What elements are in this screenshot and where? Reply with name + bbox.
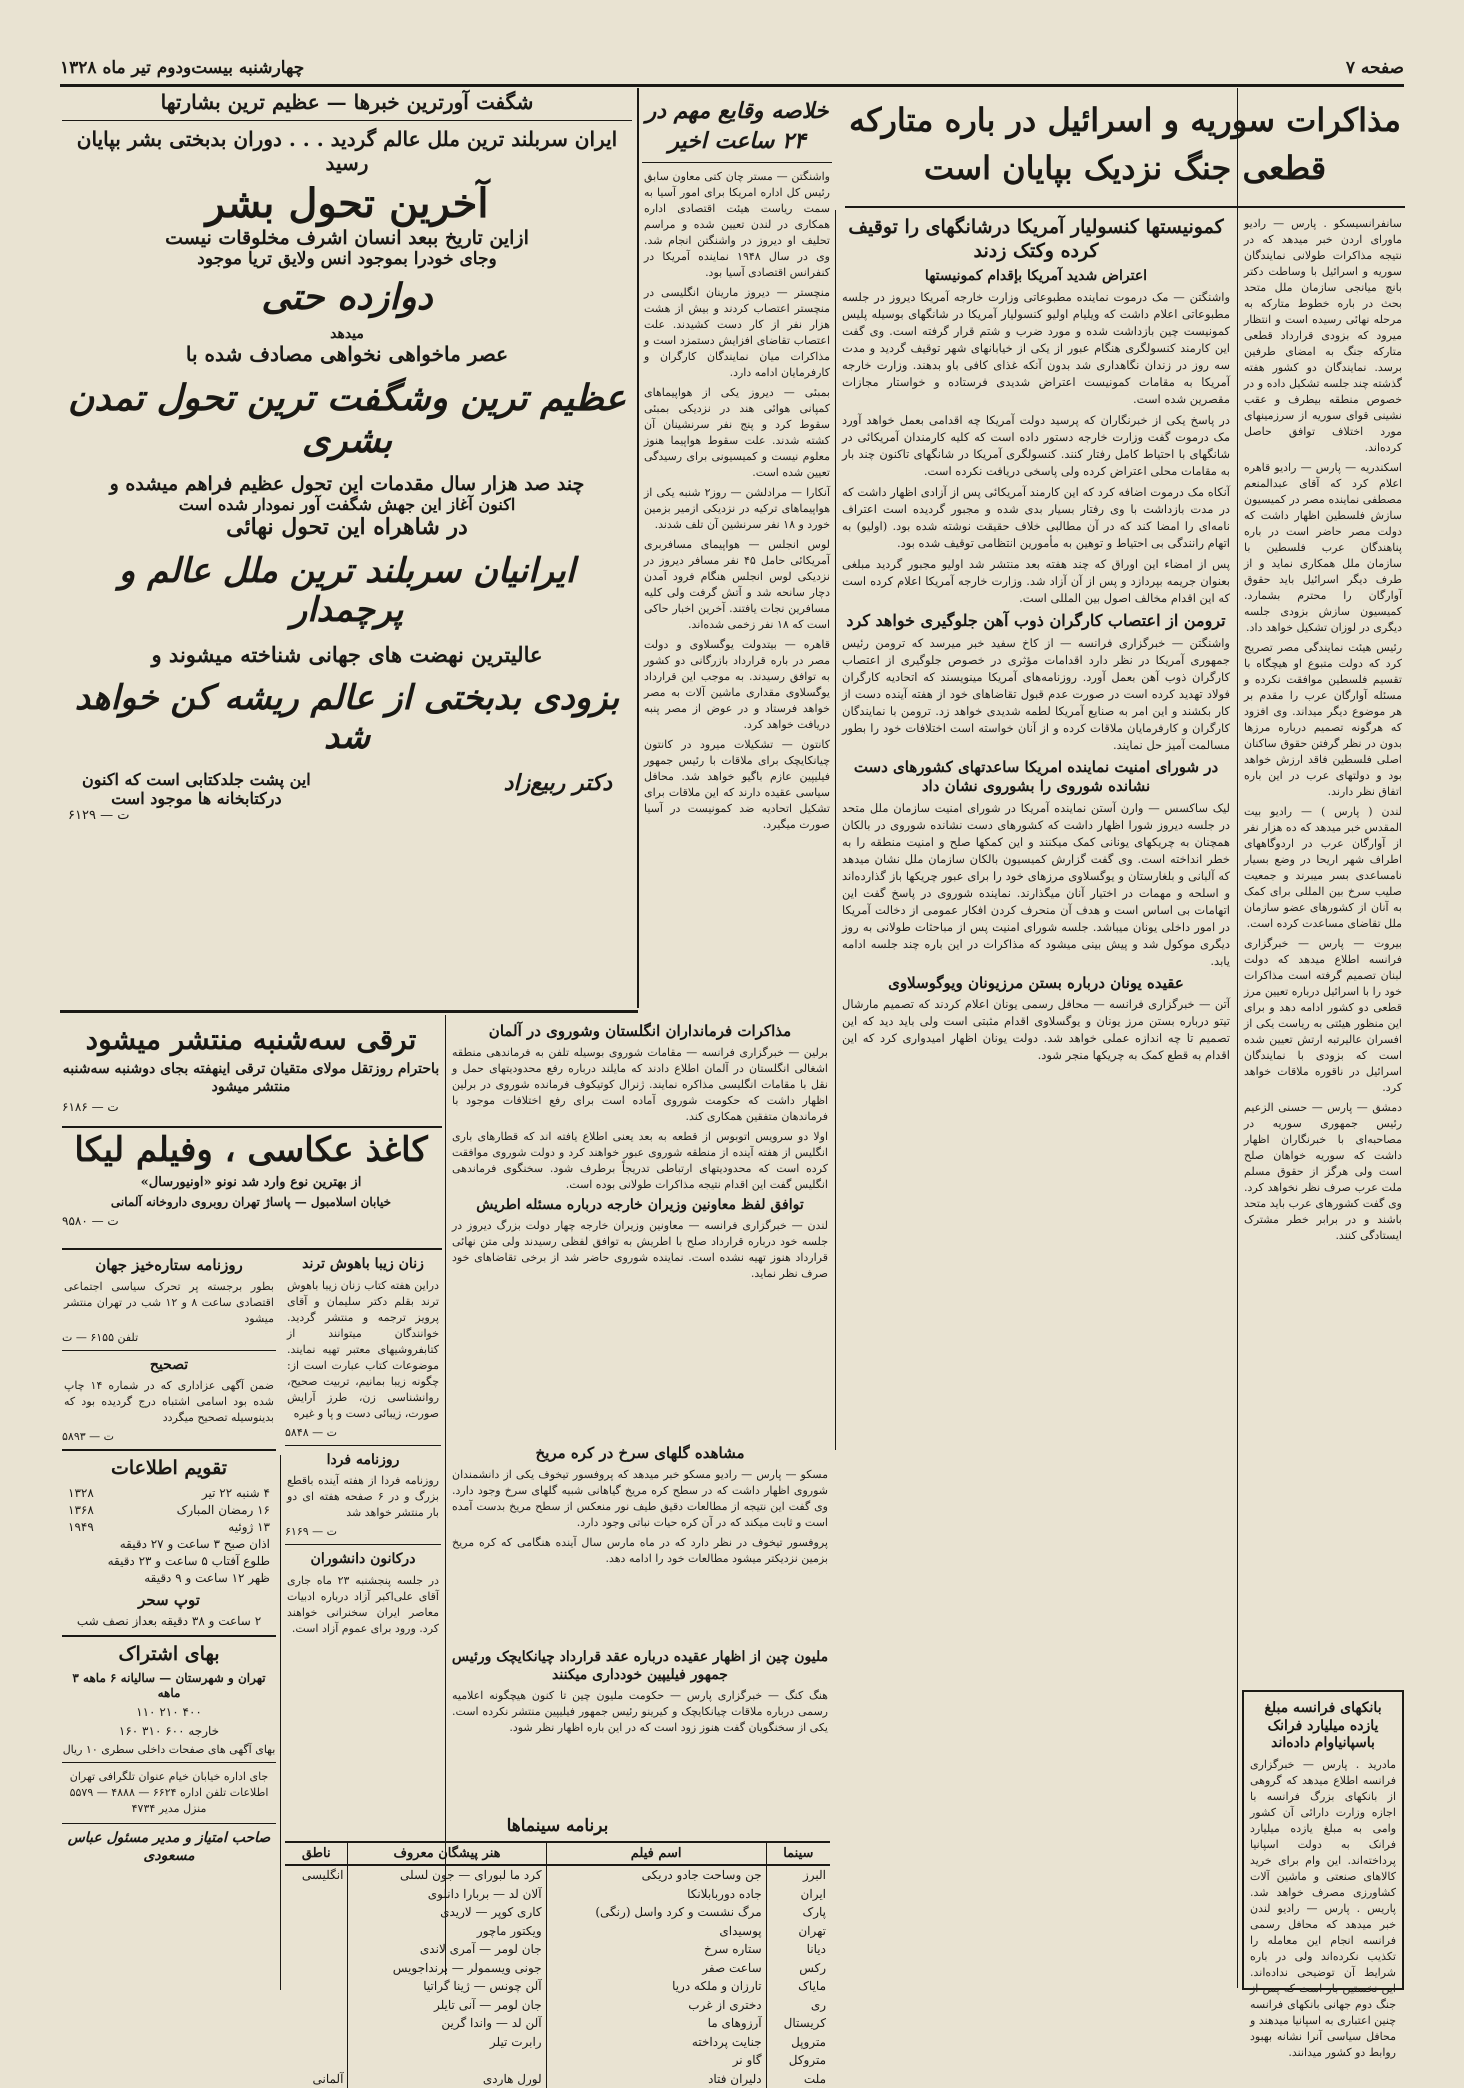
middle-article-cont xyxy=(450,1645,830,1810)
table-cell: آلمانی xyxy=(312,2071,344,2086)
cinema-header: هنر پیشگان معروف xyxy=(348,1842,546,1865)
rule xyxy=(60,1010,638,1013)
article-text: واشنگتن — مک درموت نماینده مطبوعاتی وزارت خارجه آمریکا دیروز در جلسه مطبوعاتی اعلام داشت که ویلیام اولیو کنسولیار آمریکا در شانگهای بوسیله پلیس کمونیست چین بازداشت شده و مورد ضرب و شتم قرار گرفته است. وی گفت این کارمند کنسولگری هنگام عبور از یکی از خیابانهای شهر توقیف گردید و مدت سه روز در زندان نگاهداری شد بدون آنکه غذای کافی باو بدهند. وزارت خارجه آمریکا به مقامات کمونیست اعتراض شدیدی فرستاده و خواستار مجازات مقصرین شده است. xyxy=(842,290,1230,406)
table-cell: پوسیدای xyxy=(546,1922,766,1941)
calendar-cell: ۱۳۲۸ xyxy=(68,1486,94,1500)
bank-loan-box xyxy=(1242,1690,1404,2059)
table-cell: انگلیسی xyxy=(301,1868,344,1883)
table-cell: جاده دوربابلانکا xyxy=(546,1885,766,1904)
ad-title: ایرانیان سربلند ترین ملل عالم و پرچمدار xyxy=(118,551,576,631)
subscription-title: بهای اشتراک xyxy=(118,1642,220,1665)
listing-code: ت — ۵۸۴۸ xyxy=(285,1425,337,1439)
article-text: پروفسور تیخوف در نظر دارد که در ماه مارس سال آینده هنگامی که کره مریخ بزمین نزدیکتر میشود مطالعات خود را ادامه دهد. xyxy=(452,1535,828,1565)
calendar-cell: ۴ شنبه ۲۲ تیر xyxy=(201,1486,270,1500)
table-cell: کاری کوپر — لاریدی xyxy=(348,1903,546,1922)
table-cell: دیانا xyxy=(766,1940,830,1959)
article-headline: ملیون چین از اظهار عقیده درباره عقد قرارداد چیانکایچک ورئیس جمهور فیلیپین خودداری میکنند xyxy=(451,1649,829,1683)
table-row xyxy=(285,2070,830,2088)
table-row xyxy=(285,2014,830,2033)
box-headline: بانکهای فرانسه مبلغ یازده میلیارد فرانک باسپانیاوام داده‌اند xyxy=(1264,1700,1382,1751)
listing-title: توپ سحر xyxy=(138,1591,200,1609)
book-advertisement xyxy=(62,90,632,1005)
table-cell: تهران xyxy=(766,1922,830,1941)
table-cell: جان لومر — آمری لاندی xyxy=(348,1940,546,1959)
listing-title: روزنامه ستاره‌خیز جهان xyxy=(95,1256,243,1274)
calendar-cell: ۱۳۶۸ xyxy=(68,1503,94,1517)
article-text: لوس انجلس — هواپیمای مسافربری آمریکائی حامل ۴۵ نفر مسافر دیروز در نزدیکی لوس انجلس هنگام فرود آمدن دچار سانحه شد و آتش گرفت ولی کلیه مسافرین نجات یافتند. آخرین اخبار حاکی است که ۱۸ نفر زخمی شده‌اند. xyxy=(644,538,830,631)
table-row xyxy=(285,1922,830,1941)
calendar-cell: ۱۳ ژوئیه xyxy=(228,1520,270,1534)
ad-title: عظیم ترین وشگفت ترین تحول تمدن بشری xyxy=(67,377,627,461)
cinema-header: سینما xyxy=(766,1842,830,1865)
rule xyxy=(62,1248,442,1250)
table-cell: رابرت تیلر xyxy=(348,2033,546,2052)
table-cell: متروکل xyxy=(766,2051,830,2070)
page-number: صفحه ۷ xyxy=(1345,58,1404,78)
listing-text: دراین هفته کتاب زنان زیبا باهوش ترند بقلم دکتر سلیمان و آقای پرویز ترجمه و منتشر گردید. خوانندگان میتوانند از کتابفروشیهای معتبر تهیه نمایند. موضوعات کتاب عبارت است از: چگونه زیبا بمانیم، تربیت صحیح، روانشناسی زن، طرز آرایش صورت، زیبائی دست و پا و غیره xyxy=(287,1278,439,1420)
listing-text: ضمن آگهی عزاداری که در شماره ۱۴ چاپ شده بود اسامی اشتباه درج گردیده بود که بدینوسیله تصحیح میگردد xyxy=(64,1379,274,1425)
table-cell xyxy=(285,2051,348,2070)
film-advertisement xyxy=(62,1130,440,1245)
table-cell: مایاک xyxy=(766,1977,830,1996)
summary-headline: خلاصه وقایع مهم در ۲۴ ساعت اخیر xyxy=(645,98,829,154)
table-row xyxy=(285,1903,830,1922)
ad-line: ایران سربلند ترین ملل عالم گردید . . . دوران بدبختی بشر بپایان رسید xyxy=(76,127,618,175)
rule xyxy=(62,1126,442,1128)
table-cell: مرگ نشست و کرد واسل (رنگی) xyxy=(546,1903,766,1922)
ad-line: میدهد xyxy=(330,326,364,343)
article-text: قاهره — بیتدولت یوگسلاوی و دولت مصر در باره قرارداد بازرگانی دو کشور به توافق رسیدند. به موجب این قرارداد یوگسلاوی مقداری ماشین آلات به مصر خواهد فرستاد و در عوض از مصر پنبه دریافت خواهد کرد. xyxy=(644,638,830,731)
publication-notice xyxy=(62,1018,440,1123)
center-right-column xyxy=(840,212,1232,1992)
notice-code: ت — ۶۱۸۶ xyxy=(62,1100,119,1114)
article-headline: مذاکرات فرمانداران انگلستان وشوروی در آلمان xyxy=(488,1022,792,1040)
table-cell xyxy=(285,1940,348,1959)
ad-line: وجای خودرا بموجود انس ولایق تریا موجود xyxy=(197,249,497,269)
listing-code: ت — ۵۸۹۳ xyxy=(62,1430,114,1444)
notice-title: ترقی سه‌شنبه منتشر میشود xyxy=(85,1023,417,1056)
table-cell: ملت xyxy=(766,2070,830,2088)
article-text: دمشق — پارس — حسنی الزعیم رئیس جمهوری سوریه در مصاحبه‌ای با خبرنگاران اظهار داشت که سوریه خواهان صلح است ولی هرگز از حقوق مسلم ملت عرب صرف نظر نخواهد کرد. وی گفت کشورهای عرب باید متحد باشند و در برابر خطر مشترک ایستادگی کنند. xyxy=(1244,1101,1402,1242)
listing-text: در جلسه پنجشنبه ۲۳ ماه جاری آقای علی‌اکبر آزاد درباره ادبیات معاصر ایران سخنرانی خواهند کرد. ورود برای عموم آزاد است. xyxy=(287,1573,439,1635)
article-text: اسکندریه — پارس — رادیو قاهره اعلام کرد که آقای عبدالمنعم مصطفی نماینده مصر در کمیسیون سازش فلسطین اظهار داشت که دولت مصر حاضر است در باره پناهندگان عرب فلسطین با سازمان ملل همکاری نماید و از طرف دیگر اسرائیل باید حقوق آوارگان را محترم بشمارد. کمیسیون سازش بزودی جلسه دیگری در لوزان تشکیل خواهد داد. xyxy=(1244,461,1402,634)
table-cell xyxy=(348,2051,546,2070)
table-cell xyxy=(285,1996,348,2015)
article-text: در پاسخ یکی از خبرنگاران که پرسید دولت آمریکا چه اقدامی بعمل خواهد آورد مک درموت گفت وزارت خارجه دستور داده است که کلیه کارمندان آمریکائی در شانگهای با احتیاط کامل رفتار کنند. کنسولگری آمریکا در شانگهای تاکنون چند بار به مقامات محلی اعتراض کرده ولی پاسخی دریافت نکرده است. xyxy=(842,413,1230,478)
article-text: آنکارا — مرادلشن — روز۲ شنبه یکی از هواپیماهای ترکیه در نزدیکی ازمیر بزمین خورد و ۱۸ نفر سرنشین آن تلف شدند. xyxy=(644,486,830,531)
calendar-row xyxy=(62,1485,276,1502)
listing-text: بطور برجسته پر تحرک سیاسی اجتماعی اقتصادی ساعت ۸ و ۱۲ شب در تهران منتشر میشود xyxy=(64,1279,274,1325)
article-text: آتن — خبرگزاری فرانسه — محافل رسمی یونان اعلام کردند که تصمیم مارشال تیتو درباره بستن مرز یونان و یوگسلاوی اقدام مثبتی است ولی باید دید که این تصمیم تا چه اندازه عملی خواهد شد. دولت یونان اظهار امیدواری کرد که این اقدام به قطع کمک به چریکها منجر شود. xyxy=(842,997,1230,1063)
table-row xyxy=(285,1959,830,1978)
article-headline: کمونیستها کنسولیار آمریکا درشانگهای را توقیف کرده وکتک زدند xyxy=(848,216,1224,262)
listing-text: ۲ ساعت و ۳۸ دقیقه بعداز نصف شب xyxy=(76,1613,262,1628)
calendar-cell: طلوع آفتاب ۵ ساعت و ۲۳ دقیقه xyxy=(107,1554,270,1568)
article-headline: در شورای امنیت نماینده امریکا ساعدتهای کشورهای دست نشانده شوروی را بشوروی نشان داد xyxy=(853,758,1219,795)
subscription-note: بهای آگهی های صفحات داخلی سطری ۱۰ ریال xyxy=(62,1742,276,1756)
col-rule xyxy=(280,1455,281,1990)
listings-column xyxy=(62,1252,276,1987)
article-headline: عقیده یونان درباره بستن مرزیونان ویوگوسلاوی xyxy=(888,973,1184,992)
listing-title: تصحیح xyxy=(149,1356,189,1373)
address: جای اداره خیابان خیام عنوان تلگرافی تهران اطلاعات تلفن اداره ۶۶۲۴ — ۴۸۸۸ — ۵۵۷۹ منزل مدیر ۴۷۳۴ xyxy=(69,1770,269,1816)
film-ad-code: ت — ۹۵۸۰ xyxy=(62,1214,119,1229)
notice-text: باحترام روزتقل مولای متقیان ترقی اینهفته بجای دوشنبه سه‌شنبه منتشر میشود xyxy=(62,1061,440,1095)
owner-line: صاحب امتیاز و مدیر مسئول عباس مسعودی xyxy=(67,1830,271,1864)
table-cell: ساعت صفر xyxy=(546,1959,766,1978)
article-text: مسکو — پارس — رادیو مسکو خبر میدهد که پروفسور تیخوف یکی از دانشمندان شوروی اظهار داشت که در سطح کره مریخ گیاهانی شبیه گلهای سرخ وجود دارد. وی گفت این نتیجه از مطالعات دقیق طیف نور منعکس از سطح مریخ بدست آمده است و ثابت میکند که در آن کره حیات نباتی وجود دارد. xyxy=(452,1467,828,1529)
calendar-cell: اذان صبح ۳ ساعت و ۲۷ دقیقه xyxy=(119,1537,270,1551)
subscription-text: تهران و شهرستان — سالیانه ۶ ماهه ۳ ماهه xyxy=(72,1670,266,1700)
news-summary-column xyxy=(642,92,832,1017)
listing-title: زنان زیبا باهوش ترند xyxy=(302,1256,424,1272)
cinema-table xyxy=(285,1841,830,2088)
table-row xyxy=(285,1865,830,1885)
ad-line: شگفت آورترین خبرها — عظیم ترین بشارتها xyxy=(160,90,534,114)
listing-text: روزنامه فردا از هفته آینده باقطع بزرگ و در ۶ صفحه هفته ای دو بار منتشر خواهد شد xyxy=(287,1474,439,1519)
article-headline: ترومن از اعتصاب کارگران ذوب آهن جلوگیری خواهد کرد xyxy=(846,611,1226,630)
subscription-foreign: خارجه ۶۰۰ ۳۱۰ ۱۶۰ xyxy=(118,1723,220,1738)
article-text: سانفرانسیسکو . پارس — رادیو ماورای اردن خبر میدهد که در نتیجه مذاکرات طولانی نمایندگان سوریه و اسرائیل با وساطت دکتر بانچ میانجی سازمان ملل متحد بحث در باره خطوط متارکه به مرحله نهائی رسیده است و انتظار میرود که بزودی قرارداد قطعی متارکه جنگ به امضای طرفین برسد. نمایندگان دو کشور هفته گذشته چند جلسه تشکیل داده و در خصوص منطقه بیطرف و عقب نشینی قوای سوریه از سرزمینهای مورد اختلاف توافق حاصل کرده‌اند. xyxy=(1244,217,1402,454)
ad-title: دوازده حتی xyxy=(261,276,433,318)
middle-article-cont xyxy=(450,1440,830,1650)
table-cell: متروپل xyxy=(766,2033,830,2052)
article-text: بمبئی — دیروز یکی از هواپیماهای کمپانی هوائی هند در نزدیکی بمبئی سقوط کرد و پنج نفر سرنشینان آن کشته شدند. علت سقوط هواپیما هنوز معلوم نیست و کمیسیونی برای رسیدگی تعیین شده است. xyxy=(644,386,830,479)
article-text: لندن ( پارس ) — رادیو بیت المقدس خبر میدهد که ده هزار نفر از آوارگان عرب در اردوگاههای اطراف شهر اریحا در وضع بسیار نامساعدی بسر میبرند و جمعیت صلیب سرخ بین المللی برای کمک به آنان از کشورهای عضو سازمان ملل تقاضای مساعدت کرده است. xyxy=(1244,805,1402,930)
ad-line: در شاهراه این تحول نهائی xyxy=(226,514,468,541)
ad-line: عصر ماخواهی نخواهی مصادف شده با xyxy=(185,342,509,367)
main-headline-block xyxy=(845,92,1405,202)
table-cell: ویکتور ماچور xyxy=(348,1922,546,1941)
calendar-cell: ۱۹۴۹ xyxy=(68,1520,94,1534)
table-cell xyxy=(285,1885,348,1904)
ad-title: آخرین تحول بشر xyxy=(205,180,489,227)
issue-date: چهارشنبه بیست‌ودوم تیر ماه ۱۳۲۸ xyxy=(60,58,305,78)
article-text: رئیس هیئت نمایندگی مصر تصریح کرد که دولت متبوع او هیچگاه با تقسیم فلسطین موافقت نکرده و مسئله آوارگان عرب را مقدم بر هر موضوع دیگر میداند. وی افزود که هرگونه تصمیم درباره مرزها بدون در نظر گرفتن حقوق ساکنان اصلی فلسطین فاقد ارزش خواهد بود و دولتهای عرب در این باره اتفاق نظر دارند. xyxy=(1244,641,1402,798)
col-rule xyxy=(835,210,836,1450)
calendar-cell: ظهر ۱۲ ساعت و ۹ دقیقه xyxy=(144,1571,270,1585)
film-ad-line: از بهترین نوع وارد شد نونو «اونیورسال» xyxy=(140,1174,362,1190)
col-rule xyxy=(637,88,639,1008)
cinema-title: برنامه سینماها xyxy=(506,1816,609,1836)
table-cell: جان لومر — آنی تایلر xyxy=(348,1996,546,2015)
listing-code: ت — ۶۱۶۹ xyxy=(285,1525,337,1538)
ad-line: ازاین تاریخ ببعد انسان اشرف مخلوقات نیست xyxy=(165,227,529,249)
calendar-title: تقویم اطلاعات xyxy=(110,1457,227,1480)
table-cell: تارزان و ملکه دریا xyxy=(546,1977,766,1996)
calendar-cell: ۱۶ رمضان المبارک xyxy=(176,1503,270,1517)
main-headline: مذاکرات سوریه و اسرائیل در باره متارکه قطعی جنگ نزدیک بپایان است xyxy=(849,101,1401,187)
article-text: بیروت — پارس — خبرگزاری فرانسه اطلاع میدهد که دولت لبنان تصمیم گرفته است مذاکرات خود را با اسرائیل درباره تعیین مرز قطعی دو کشور ادامه دهد و برای این منظور هیئتی به ریاست یکی از افسران عالیرتبه ارتش تعیین شده است که بزودی با نمایندگان اسرائیل در ناقوره ملاقات خواهد کرد. xyxy=(1244,937,1402,1094)
calendar-row xyxy=(62,1536,276,1553)
table-cell: آلان لد — بربارا دانلوی xyxy=(348,1885,546,1904)
ad-line: عالیترین نهضت های جهانی شناخته میشوند و xyxy=(151,642,543,668)
listing-title: درکانون دانشوران xyxy=(310,1551,416,1567)
ad-line: درکتابخانه ها موجود است xyxy=(111,788,282,808)
table-cell: جن وساحت جادو دریکی xyxy=(546,1865,766,1885)
table-row xyxy=(285,1885,830,1904)
table-cell xyxy=(285,1903,348,1922)
article-text: لیک ساکسس — وارن آستن نماینده آمریکا در شورای امنیت سازمان ملل متحد در جلسه دیروز شورا اظهار داشت که کشورهای دست نشانده شوروی در بالکان همچنان به چریکهای یونانی کمک میکنند و این کمکها صلح و امنیت منطقه را به خطر انداخته است. وی گفت گزارش کمیسیون بالکان سازمان ملل نشان میدهد که آلبانی و بلغارستان و یوگسلاوی مرزهای خود را برای عبور چریکها باز گذارده‌اند و اسلحه و مهمات در اختیار آنان میگذارند. نماینده شوروی در پاسخ گفت این اتهامات بی اساس است و هدف آن منحرف کردن افکار عمومی از دخالت آمریکا در امور داخلی یونان میباشد. جلسه شورای امنیت پس از مباحثات طولانی به روز دیگری موکول شد و پیش بینی میشود که مذاکرات در این باره چند جلسه ادامه یابد. xyxy=(842,800,1230,968)
table-cell: دختری از غرب xyxy=(546,1996,766,2015)
signature: دکتر ربیع‌زاد xyxy=(503,769,612,796)
article-text: اولا دو سرویس اتوبوس از قطعه به بعد یعنی اطلاع یافته اند که قطارهای باری انگلیس از هفته آینده از منطقه شوروی عبور خواهند کرد و دولت شوروی موافقت کرده است که محدودیتهای ارتباطی تدریجاً برطرف شود. سخنگوی فرماندهی انگلیس گفت این اقدام نتیجه مذاکرات طولانی بوده است. xyxy=(452,1129,828,1191)
calendar xyxy=(62,1485,276,1587)
rule xyxy=(845,206,1405,208)
table-cell: آرزوهای ما xyxy=(546,2014,766,2033)
small-ads-column xyxy=(285,1252,441,1635)
table-cell: ستاره سرخ xyxy=(546,1940,766,1959)
table-cell: جونی ویسمولر — برنداجویس xyxy=(348,1959,546,1978)
article-text: واشنگتن — مستر چان کتی معاون سابق رئیس کل اداره امریکا برای امور آسیا به سمت ریاست هیئت اقتصادی اداره همکاری در لندن تعیین شده و مراسم تحلیف او دیروز در واشنگتن انجام شد. وی در سال ۱۹۴۸ نماینده آمریکا در کنفرانس اقتصادی آسیا بود. xyxy=(644,170,830,279)
ad-line: چند صد هزار سال مقدمات این تحول عظیم فراهم میشده و xyxy=(109,473,585,496)
table-cell: کریستال xyxy=(766,2014,830,2033)
table-cell xyxy=(285,1922,348,1941)
film-ad-title: کاغذ عکاسی ، وفیلم لیکا xyxy=(74,1130,428,1170)
ad-line: اکنون آغاز این جهش شگفت آور نمودار شده است xyxy=(178,495,516,515)
article-text: پس از امضاء این اوراق که چند هفته بعد منتشر شد اولیو مجبور گردید مبلغی بعنوان جریمه بپردازد و پس از آن آزاد شد. وزارت خارجه آمریکا اعلام کرده است که این اقدام مخالف اصول بین المللی است. xyxy=(842,557,1230,605)
table-cell: البرز xyxy=(766,1865,830,1885)
listing-code: تلفن ۶۱۵۵ — ت xyxy=(62,1330,139,1344)
article-headline: مشاهده گلهای سرخ در کره مریخ xyxy=(535,1444,745,1462)
table-cell: لورل هاردی xyxy=(348,2070,546,2088)
calendar-row xyxy=(62,1502,276,1519)
table-row xyxy=(285,2033,830,2052)
right-column xyxy=(1242,212,1404,1752)
cinema-program xyxy=(285,1812,830,2086)
table-cell: پارک xyxy=(766,1903,830,1922)
article-headline: توافق لفظ معاونین وزیران خارجه درباره مسئله اطریش xyxy=(476,1196,804,1213)
box-text: مادرید . پارس — خبرگزاری فرانسه اطلاع میدهد که گروهی از بانکهای بزرگ فرانسه با اجازه وزارت دارائی آن کشور وامی به مبلغ یازده میلیارد فرانک به دولت اسپانیا پرداخته‌اند. این وام برای خرید کالاهای صنعتی و ماشین آلات کشاورزی مصرف خواهد شد. پاریس . پارس — رادیو لندن خبر میدهد که محافل رسمی فرانسه انجام این معامله را تکذیب نکرده‌اند ولی در باره شرایط آن توضیحی نداده‌اند. این نخستین بار است که پس از جنگ دوم جهانی بانکهای فرانسه چنین اعتباری به اسپانیا میدهند و محافل سیاسی آنرا نشانه بهبود روابط دو کشور میدانند. xyxy=(1250,1757,1396,2059)
table-cell: رکس xyxy=(766,1959,830,1978)
ad-title: بزودی بدبختی از عالم ریشه کن خواهد شد xyxy=(74,678,620,758)
table-cell: آلن لد — واندا گرین xyxy=(348,2014,546,2033)
listing-title: روزنامه فردا xyxy=(326,1451,400,1468)
table-cell: کرد ما لبورای — جون لسلی xyxy=(348,1865,546,1885)
table-cell: گاو نر xyxy=(546,2051,766,2070)
article-text: هنگ کنگ — خبرگزاری پارس — حکومت ملیون چین تا کنون هیچگونه اعلامیه رسمی درباره ملاقات چیانکایچک و کیرینو رئیس جمهور فیلیپین منتشر نکرده است. یکی از سخنگویان گفت هنوز زود است که در این باره اظهار نظر شود. xyxy=(452,1689,828,1734)
subscription-values: ۴۰۰ ۲۱۰ ۱۱۰ xyxy=(136,1704,202,1719)
table-row xyxy=(285,2051,830,2070)
article-text: لندن — خبرگزاری فرانسه — معاونین وزیران خارجه چهار دولت بزرگ دیروز در جلسه خود درباره قرارداد صلح با اطریش به توافق لفظی رسیدند ولی متن نهائی قرارداد هنوز تهیه نشده است. نماینده شوروی حاضر شد از برخی تقاضاهای خود صرف نظر نماید. xyxy=(452,1219,828,1281)
calendar-row xyxy=(62,1570,276,1587)
table-cell: ری xyxy=(766,1996,830,2015)
ad-line: این پشت جلدکتابی است که اکنون xyxy=(82,769,311,789)
table-cell: جنایت پرداخته xyxy=(546,2033,766,2052)
article-text: واشنگتن — خبرگزاری فرانسه — از کاخ سفید خبر میرسد که ترومن رئیس جمهوری آمریکا در نظر دارد اقدامات مؤثری در خصوص جلوگیری از اعتصاب کارگران ذوب آهن بعمل آورد. روزنامه‌های آمریکا مینویسند که اتحادیه کارگران فولاد تهدید کرده است در صورت عدم قبول تقاضاهای خود از هفته آینده دست از کار بکشند و این امر به صنایع آمریکا لطمه شدیدی خواهد زد. ترومن با نمایندگان کارگران و کارفرمایان ملاقات کرده و از آنان خواسته است اختلافات خود را بطور مسالمت آمیز حل نمایند. xyxy=(842,636,1230,752)
article-text: آنکاه مک درموت اضافه کرد که این کارمند آمریکائی پس از آزادی اظهار داشت که در مدت بازداشت با وی رفتار بسیار بدی شده و مجبور گردیده است اعتراف نامه‌ای را امضا کند که در آن مطالبی خلاف حقیقت نوشته شده بود. (اولیو) به اتهام رانندگی بی احتیاط و توهین به مأمورین انتظامی توقیف شده بود. xyxy=(842,485,1230,550)
ad-code: ت — ۶۱۲۹ xyxy=(68,807,130,823)
page-header xyxy=(60,56,1404,80)
table-cell xyxy=(285,1959,348,1978)
cinema-header: ناطق xyxy=(285,1842,348,1865)
table-row xyxy=(285,1996,830,2015)
article-text: منچستر — دیروز مارینان انگلیسی در منچستر اعتصاب کردند و بیش از هشت هزار نفر از کار دست کشیدند. علت اعتصاب تقاضای افزایش دستمزد است و مذاکرات میان نمایندگان کارگران و کارفرمایان ادامه دارد. xyxy=(644,286,830,379)
table-row xyxy=(285,1940,830,1959)
cinema-header: اسم فیلم xyxy=(546,1842,766,1865)
table-cell xyxy=(285,1977,348,1996)
col-rule xyxy=(1237,88,1238,1988)
table-cell xyxy=(285,2033,348,2052)
table-cell xyxy=(285,2014,348,2033)
table-row xyxy=(285,1977,830,1996)
header-rule xyxy=(60,84,1404,87)
calendar-row xyxy=(62,1553,276,1570)
middle-article xyxy=(450,1018,830,1453)
table-cell: آلن چونس — ژینا گراتیا xyxy=(348,1977,546,1996)
table-cell: ایران xyxy=(766,1885,830,1904)
film-ad-line: خیابان اسلامبول — پاساژ تهران روبروی داروخانه آلمانی xyxy=(110,1195,392,1210)
article-subhead: اعتراض شدید آمریکا بإقدام کمونیستها xyxy=(924,267,1148,284)
article-text: کانتون — تشکیلات میرود در کانتون چیانکایچک برای ملاقات با رئیس جمهور فیلیپین عازم باگیو خواهد شد. محافل سیاسی عقیده دارند که این ملاقات برای تشکیل اتحادیه ضد کمونیست در آسیا صورت میگیرد. xyxy=(644,738,830,831)
table-cell: دلیران فتاد xyxy=(546,2070,766,2088)
calendar-row xyxy=(62,1519,276,1536)
article-text: برلین — خبرگزاری فرانسه — مقامات شوروی بوسیله تلفن به فرماندهی منطقه اشغالی انگلستان در آلمان اطلاع دادند که مایلند درباره رفع محدودیتهای حمل و نقل با مقامات انگلیسی مذاکره نمایند. ژنرال کوتیکوف فرمانده شوروی در برلین اظهار داشت که حکومت شوروی آماده است برای رفع اختلافات موجود با فرماندهان متفقین همکاری کند. xyxy=(452,1045,829,1123)
